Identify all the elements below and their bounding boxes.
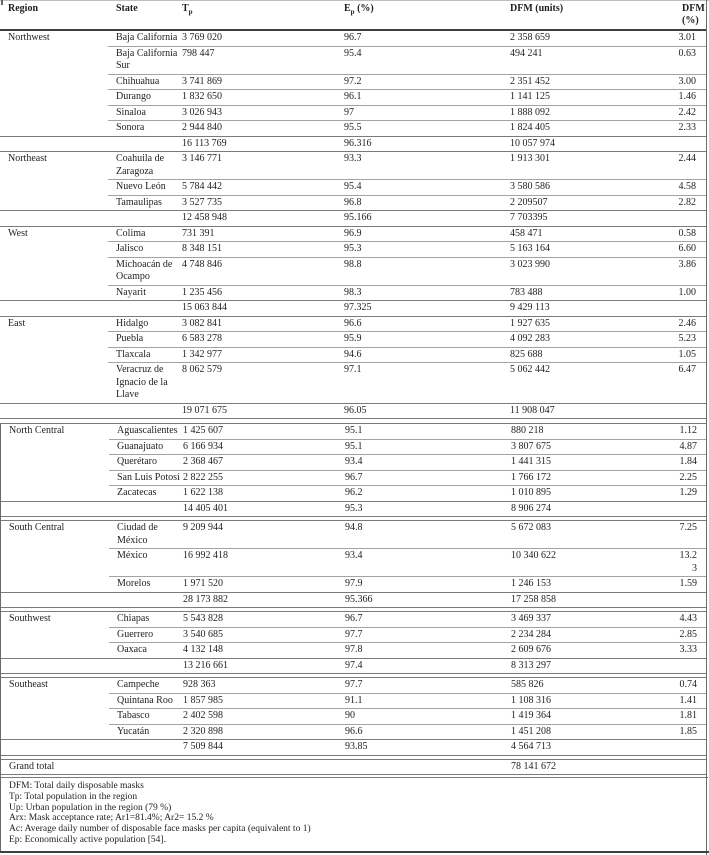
- ep-cell: 96.6: [342, 316, 508, 332]
- dfm-units-cell: 1 441 315: [509, 455, 675, 471]
- empty-cell: [108, 301, 180, 317]
- tp-cell: 1 857 985: [181, 693, 343, 709]
- region-section-south-central: [1, 520, 707, 608]
- tp-cell: 3 527 735: [182, 196, 222, 208]
- state-cell: Quintana Roo: [109, 693, 181, 709]
- tp-cell: 5 784 442: [180, 180, 342, 196]
- ep-cell: 98.3: [344, 286, 362, 298]
- subtotal-tp-cell: 12 458 948: [180, 211, 342, 227]
- region-subtotal-row: [0, 403, 706, 419]
- dfm-units-cell: 1 010 895: [511, 487, 551, 498]
- empty-cell: [0, 211, 108, 227]
- region-section-north-central: [1, 423, 707, 517]
- state-cell: Baja California Sur: [108, 46, 180, 74]
- subtotal-dfm-cell: 10 057 974: [508, 136, 674, 152]
- dfm-pct-cell: 5.23: [674, 332, 706, 348]
- state-cell: Yucatán: [117, 725, 150, 737]
- empty-cell: [1, 740, 109, 756]
- tp-cell: 8 348 151: [180, 242, 342, 258]
- ep-cell: 95.3: [342, 242, 508, 258]
- dfm-units-cell: 5 163 164: [508, 242, 674, 258]
- empty-cell: [675, 740, 707, 756]
- dfm-units-cell: 5 672 083: [509, 521, 675, 549]
- ep-cell: 95.1: [343, 424, 509, 440]
- ep-subscript: p: [350, 8, 355, 16]
- subtotal-dfm-cell: 7 703395: [508, 211, 674, 227]
- state-row: [0, 152, 706, 180]
- ep-cell: 97.2: [342, 74, 508, 90]
- dfm-units-cell: 1 246 153: [511, 578, 551, 589]
- dfm-units-cell: 1 824 405: [510, 122, 550, 133]
- empty-cell: [674, 301, 706, 317]
- dfm-units-cell: 1 888 092: [508, 105, 674, 121]
- tp-cell: 1 971 520: [183, 578, 223, 589]
- state-cell: Morelos: [117, 578, 151, 589]
- ep-cell: 90: [343, 709, 509, 725]
- subtotal-tp-cell: 19 071 675: [180, 403, 342, 419]
- tp-cell: 3 540 685: [181, 627, 343, 643]
- state-cell: Durango: [108, 90, 180, 106]
- region-subtotal-row: [0, 211, 706, 227]
- empty-cell: [0, 403, 108, 419]
- tp-cell: 2 368 467: [181, 455, 343, 471]
- part1-body: [0, 30, 706, 419]
- dfm-pct-cell: 1.46: [674, 90, 706, 106]
- tp-cell: 928 363: [181, 678, 343, 694]
- ep-cell: 94.6: [342, 347, 508, 363]
- dfm-units-cell: 880 218: [509, 424, 675, 440]
- col-header-ep: [342, 0, 508, 30]
- empty-cell: [674, 136, 706, 152]
- ep-cell: 96.7: [343, 470, 509, 486]
- dfm-units-cell: 783 488: [510, 286, 543, 298]
- state-row: [1, 424, 707, 440]
- state-cell: Aguascalientes: [109, 424, 181, 440]
- tp-subscript: p: [188, 8, 193, 16]
- empty-cell: [675, 658, 707, 674]
- state-cell: Ciudad de México: [109, 521, 181, 549]
- dfm-units-cell: 1 913 301: [508, 152, 674, 180]
- footnote-line: Ac: Average daily number of disposable face masks per capita (equivalent to 1): [9, 824, 311, 835]
- dfm-pct-line2: (%): [682, 15, 699, 26]
- ep-cell: 97.7: [343, 627, 509, 643]
- ep-unit-suffix: (%): [354, 3, 374, 14]
- empty-cell: [109, 658, 181, 674]
- state-row: [0, 226, 706, 242]
- state-cell: San Luis Potosí: [109, 470, 181, 486]
- dfm-pct-cell: 2.25: [675, 470, 707, 486]
- state-cell: Jalisco: [108, 242, 180, 258]
- tp-cell: 1 425 607: [181, 424, 343, 440]
- subtotal-ep-cell: 95.166: [342, 211, 508, 227]
- state-cell: Colima: [108, 226, 180, 242]
- ep-cell: 95.5: [344, 122, 362, 133]
- tp-cell: 2 944 840: [182, 122, 222, 133]
- dfm-pct-cell: 0.58: [674, 226, 706, 242]
- dfm-pct-cell: 1.41: [675, 693, 707, 709]
- subtotal-ep-cell: 96.05: [342, 403, 508, 419]
- dfm-pct-cell: 6.60: [674, 242, 706, 258]
- dfm-pct-cell: 1.59: [679, 578, 697, 589]
- region-subtotal-row: [1, 740, 707, 756]
- ep-cell: 95.4: [342, 46, 508, 74]
- subtotal-ep-cell: 97.4: [343, 658, 509, 674]
- ep-cell: 96.6: [345, 725, 363, 737]
- region-subtotal-row: [1, 658, 707, 674]
- state-cell: Zacatecas: [117, 487, 157, 498]
- tp-cell: 798 447: [180, 46, 342, 74]
- state-cell: Sonora: [116, 122, 145, 133]
- col-header-dfm-pct: [674, 0, 706, 30]
- subtotal-tp-cell: 14 405 401: [181, 501, 343, 517]
- tp-cell: 1 622 138: [183, 487, 223, 498]
- dfm-units-cell: 1 419 364: [509, 709, 675, 725]
- subtotal-ep-cell: 95.366: [343, 592, 509, 608]
- state-cell: Hidalgo: [108, 316, 180, 332]
- state-cell: Tamaulipas: [116, 196, 162, 208]
- empty-cell: [109, 501, 181, 517]
- subtotal-tp-cell: 15 063 844: [180, 301, 342, 317]
- col-header-dfm-units: DFM (units): [508, 0, 674, 30]
- tp-cell: 8 062 579: [182, 364, 222, 375]
- region-cell: Northwest: [8, 32, 50, 43]
- table-bottom-rule: [0, 851, 709, 854]
- dfm-units-cell: 1 451 208: [511, 725, 551, 737]
- dfm-pct-cell: 7.25: [675, 521, 707, 549]
- ep-cell: 98.8: [342, 257, 508, 285]
- empty-cell: [108, 136, 180, 152]
- ep-cell: 97.8: [345, 644, 363, 655]
- state-cell: Veracruz de Ignacio de la Llave: [116, 364, 168, 400]
- tp-cell: 1 342 977: [180, 347, 342, 363]
- dfm-pct-cell: 2.46: [674, 316, 706, 332]
- region-subtotal-row: [1, 501, 707, 517]
- dfm-units-cell: 825 688: [508, 347, 674, 363]
- ep-symbol: E: [344, 3, 351, 14]
- state-cell: Coahuila de Zaragoza: [108, 152, 180, 180]
- dfm-units-cell: 1 108 316: [509, 693, 675, 709]
- region-cell: East: [8, 317, 26, 329]
- subtotal-tp-cell: 28 173 882: [181, 592, 343, 608]
- col-header-region: Region: [0, 0, 108, 30]
- subtotal-tp-cell: 16 113 769: [180, 136, 342, 152]
- state-cell: Guanajuato: [109, 439, 181, 455]
- empty-cell: [108, 403, 180, 419]
- dfm-pct-cell: 3.00: [674, 74, 706, 90]
- empty-cell: [0, 301, 108, 317]
- tp-cell: 3 026 943: [180, 105, 342, 121]
- state-cell: Baja California: [108, 30, 180, 46]
- empty-cell: [1, 501, 109, 517]
- ep-cell: 91.1: [343, 693, 509, 709]
- empty-cell: [108, 211, 180, 227]
- dfm-units-cell: 3 469 337: [509, 612, 675, 628]
- dfm-units-cell: 1 766 172: [509, 470, 675, 486]
- ep-cell: 97.7: [343, 678, 509, 694]
- tp-cell: 6 583 278: [180, 332, 342, 348]
- footnote-line: Up: Urban population in the region (79 %): [9, 802, 172, 813]
- tp-cell: 4 748 846: [180, 257, 342, 285]
- region-subtotal-row: [0, 136, 706, 152]
- dfm-pct-cell: 4.58: [674, 180, 706, 196]
- state-cell: Nayarit: [116, 286, 146, 298]
- state-cell: Puebla: [108, 332, 180, 348]
- table-header: [0, 0, 706, 30]
- region-subtotal-row: [1, 592, 707, 608]
- region-cell: West: [8, 227, 28, 239]
- region-cell: South Central: [9, 522, 65, 533]
- subtotal-dfm-cell: 17 258 858: [509, 592, 675, 608]
- ep-cell: 97: [342, 105, 508, 121]
- grand-total-label: Grand total: [1, 759, 109, 775]
- state-cell: Campeche: [109, 678, 181, 694]
- footnote-line: Arx: Mask acceptance rate; Ar1=81.4%; Ar2= 15.2 %: [9, 813, 214, 824]
- dfm-pct-cell: 0.74: [675, 678, 707, 694]
- tp-cell: 2 402 598: [181, 709, 343, 725]
- region-cell: Northeast: [8, 153, 47, 164]
- subtotal-dfm-cell: 4 564 713: [509, 740, 675, 756]
- empty-cell: [675, 759, 707, 775]
- dfm-pct-cell: 3.33: [679, 644, 697, 655]
- tp-cell: 2 320 898: [183, 725, 223, 737]
- footnote-line: Ep: Economically active population [54].: [9, 834, 166, 845]
- dfm-pct-cell: 1.84: [675, 455, 707, 471]
- grand-total-dfm-cell: 78 141 672: [509, 759, 675, 775]
- state-cell: Tlaxcala: [108, 347, 180, 363]
- dfm-pct-cell: 2.82: [678, 196, 696, 208]
- state-row: [1, 612, 707, 628]
- subtotal-ep-cell: 97.325: [342, 301, 508, 317]
- dfm-pct-cell: 1.81: [675, 709, 707, 725]
- page-edge-mark: [1, 0, 3, 5]
- dfm-units-cell: 5 062 442: [510, 364, 550, 375]
- region-section-southwest: [1, 611, 707, 674]
- ep-cell: 97.9: [345, 578, 363, 589]
- state-cell: Chihuahua: [108, 74, 180, 90]
- ep-cell: 93.4: [343, 455, 509, 471]
- tp-cell: 4 132 148: [183, 644, 223, 655]
- empty-cell: [674, 403, 706, 419]
- dfm-units-cell: 10 340 622: [509, 549, 675, 577]
- state-cell: Oaxaca: [117, 644, 147, 655]
- tp-cell: 9 209 944: [181, 521, 343, 549]
- subtotal-ep-cell: 96.316: [342, 136, 508, 152]
- tp-cell: 1 235 456: [182, 286, 222, 298]
- empty-cell: [675, 592, 707, 608]
- state-cell: Nuevo León: [108, 180, 180, 196]
- empty-cell: [674, 211, 706, 227]
- state-cell: México: [109, 549, 181, 577]
- table-right-border: [706, 0, 708, 855]
- regions-table-part-1: [0, 0, 706, 419]
- tp-cell: 731 391: [180, 226, 342, 242]
- subtotal-ep-cell: 95.3: [343, 501, 509, 517]
- subtotal-tp-cell: 13 216 661: [181, 658, 343, 674]
- header-row: [0, 0, 706, 30]
- dfm-units-cell: 3 023 990: [508, 257, 674, 285]
- region-cell: Southeast: [9, 679, 48, 690]
- state-cell: Guerrero: [109, 627, 181, 643]
- col-header-state: State: [108, 0, 180, 30]
- dfm-units-cell: 4 092 283: [508, 332, 674, 348]
- dfm-pct-cell: 3.86: [674, 257, 706, 285]
- dfm-pct-cell: 2.42: [674, 105, 706, 121]
- dfm-units-cell: 2 351 452: [508, 74, 674, 90]
- ep-cell: 95.1: [343, 439, 509, 455]
- dfm-pct-cell: 1.12: [675, 424, 707, 440]
- dfm-units-cell: 1 141 125: [508, 90, 674, 106]
- section-body: [1, 678, 707, 756]
- tp-cell: 16 992 418: [181, 549, 343, 577]
- empty-cell: [675, 501, 707, 517]
- region-subtotal-row: [0, 301, 706, 317]
- ep-cell: 95.4: [342, 180, 508, 196]
- subtotal-ep-cell: 93.85: [343, 740, 509, 756]
- state-row: [1, 678, 707, 694]
- ep-cell: 95.9: [342, 332, 508, 348]
- dfm-pct-cell: 6.47: [678, 364, 696, 375]
- tp-cell: 3 146 771: [180, 152, 342, 180]
- ep-cell: 97.1: [344, 364, 362, 375]
- dfm-pct-cell: 1.29: [679, 487, 697, 498]
- ep-cell: 96.2: [345, 487, 363, 498]
- ep-cell: 94.8: [343, 521, 509, 549]
- dfm-units-cell: 1 927 635: [508, 316, 674, 332]
- subtotal-dfm-cell: 8 313 297: [509, 658, 675, 674]
- ep-cell: 93.4: [343, 549, 509, 577]
- ep-cell: 93.3: [342, 152, 508, 180]
- region-section-southeast: [1, 677, 707, 756]
- subtotal-dfm-cell: 8 906 274: [509, 501, 675, 517]
- empty-cell: [109, 740, 181, 756]
- section-body: [1, 612, 707, 674]
- dfm-units-cell: 3 580 586: [508, 180, 674, 196]
- dfm-pct-cell: 2.44: [674, 152, 706, 180]
- tp-cell: 3 741 869: [180, 74, 342, 90]
- dfm-units-cell: 585 826: [509, 678, 675, 694]
- table-top-rule: [0, 0, 709, 1]
- grand-total-row: [1, 759, 707, 775]
- state-cell: Tabasco: [109, 709, 181, 725]
- footnote-line: Tp: Total population in the region: [9, 791, 138, 802]
- dfm-pct-cell: 1.85: [679, 725, 697, 737]
- tp-cell: 6 166 934: [181, 439, 343, 455]
- tp-symbol: T: [182, 3, 189, 14]
- ep-cell: 96.1: [342, 90, 508, 106]
- empty-cell: [181, 759, 343, 775]
- region-cell: North Central: [9, 425, 65, 436]
- tp-cell: 5 543 828: [181, 612, 343, 628]
- dfm-pct-cell: 2.85: [675, 627, 707, 643]
- grand-total-table: [1, 759, 707, 776]
- col-header-tp: [180, 0, 342, 30]
- tp-cell: 2 822 255: [181, 470, 343, 486]
- state-cell: Sinaloa: [108, 105, 180, 121]
- state-row: [0, 316, 706, 332]
- empty-cell: [343, 759, 509, 775]
- dfm-pct-cell: 3.01: [674, 30, 706, 46]
- dfm-units-cell: 494 241: [508, 46, 674, 74]
- section-body: [1, 521, 707, 608]
- state-cell: Michoacán de Ocampo: [108, 257, 180, 285]
- dfm-units-cell: 2 358 659: [508, 30, 674, 46]
- dfm-pct-cell: 1.00: [678, 286, 696, 298]
- section-body: [1, 424, 707, 517]
- dfm-pct-cell: 4.87: [675, 439, 707, 455]
- dfm-units-cell: 2 209507: [510, 196, 548, 208]
- tp-cell: 3 769 020: [180, 30, 342, 46]
- dfm-units-cell: 3 807 675: [509, 439, 675, 455]
- dfm-units-cell: 2 609 676: [511, 644, 551, 655]
- state-row: [0, 30, 706, 46]
- dfm-pct-line1: DFM: [682, 3, 705, 14]
- ep-cell: 96.7: [343, 612, 509, 628]
- empty-cell: [0, 136, 108, 152]
- dfm-units-cell: 2 234 284: [509, 627, 675, 643]
- tp-cell: 3 082 841: [180, 316, 342, 332]
- state-cell: Chiapas: [109, 612, 181, 628]
- table-footnotes: [1, 777, 708, 852]
- dfm-units-cell: 458 471: [508, 226, 674, 242]
- dfm-pct-cell: 13.23: [675, 549, 707, 577]
- ep-cell: 96.7: [342, 30, 508, 46]
- state-cell: Querétaro: [109, 455, 181, 471]
- region-cell: Southwest: [9, 613, 51, 624]
- dfm-pct-cell: 1.05: [674, 347, 706, 363]
- state-row: [1, 521, 707, 549]
- dfm-pct-cell: 4.43: [675, 612, 707, 628]
- empty-cell: [109, 592, 181, 608]
- empty-cell: [109, 759, 181, 775]
- ep-cell: 96.9: [342, 226, 508, 242]
- tp-cell: 1 832 650: [180, 90, 342, 106]
- dfm-pct-cell: 2.33: [678, 122, 696, 133]
- subtotal-tp-cell: 7 509 844: [181, 740, 343, 756]
- footnote-line: DFM: Total daily disposable masks: [9, 781, 144, 791]
- framed-table-part-2: [0, 423, 708, 852]
- empty-cell: [1, 592, 109, 608]
- subtotal-dfm-cell: 9 429 113: [508, 301, 674, 317]
- empty-cell: [1, 658, 109, 674]
- ep-cell: 96.8: [344, 196, 362, 208]
- subtotal-dfm-cell: 11 908 047: [508, 403, 674, 419]
- dfm-pct-cell: 0.63: [674, 46, 706, 74]
